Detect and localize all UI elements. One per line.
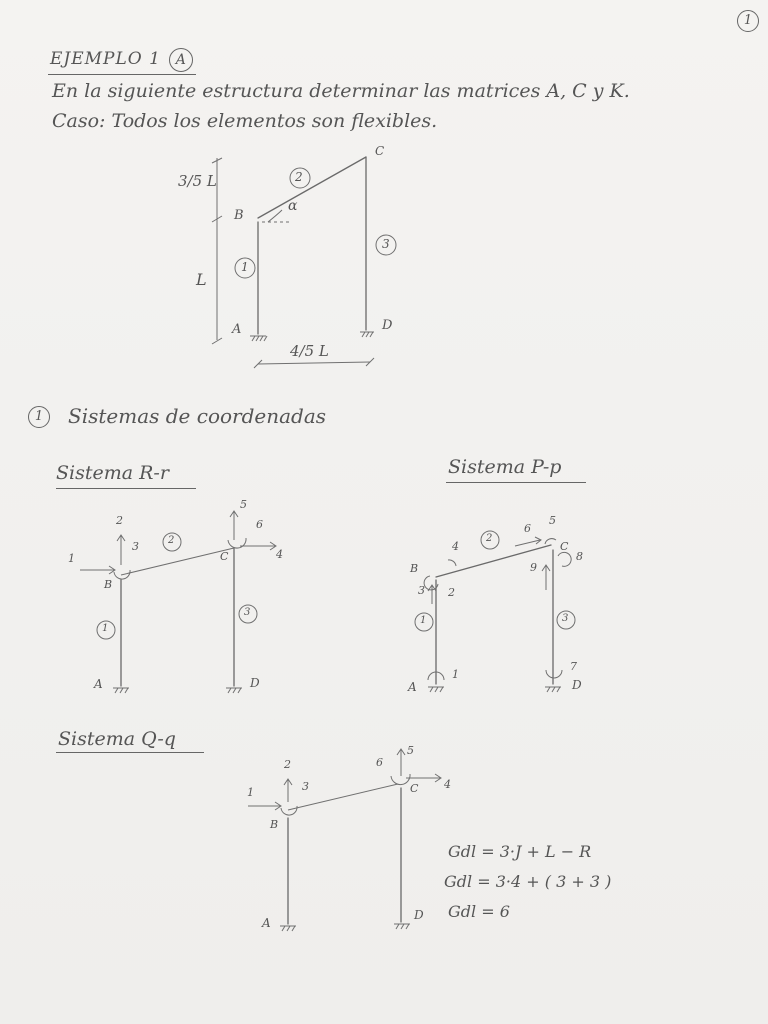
Pp-node-A: A [408,680,417,694]
Rr-coord-4: 4 [276,548,283,561]
Rr-coord-5: 5 [240,498,247,511]
Qq-coord-3: 3 [302,780,309,793]
section-1-number: 1 [28,406,50,428]
gdl-line-1: Gdl = 3·J + L − R [448,842,592,861]
node-A-label: A [232,322,242,337]
node-B-label: B [234,208,244,223]
Pp-member-2: 2 [486,533,493,544]
Qq-node-A: A [262,916,271,930]
system-Pp-title: Sistema P-p [448,456,562,478]
Pp-member-3: 3 [562,613,569,624]
Rr-node-A: A [94,677,103,691]
title-circle-letter: A [169,48,193,72]
dim-left-label: L [196,270,207,289]
Pp-node-B: B [410,562,419,575]
node-C-label: C [375,144,385,158]
member-2-number: 2 [295,170,303,184]
Rr-member-3: 3 [244,607,251,618]
dim-top-label: 3/5 L [178,172,217,190]
Pp-node-C: C [560,540,569,553]
Rr-node-B: B [104,578,113,591]
Pp-node-D: D [572,678,582,692]
Qq-coord-4: 4 [444,778,451,791]
Rr-node-C: C [220,550,229,563]
intro-line-2: Caso: Todos los elementos son flexibles. [52,110,438,132]
Pp-coord-6: 6 [524,522,531,535]
angle-label: α [288,198,298,214]
Rr-member-1: 1 [102,623,109,634]
Qq-node-D: D [414,908,424,922]
Rr-node-D: D [250,676,260,690]
member-1-number: 1 [241,260,249,274]
Qq-coord-1: 1 [247,786,254,799]
section-1-title: Sistemas de coordenadas [68,404,327,428]
Rr-member-2: 2 [168,535,175,546]
node-D-label: D [382,318,393,333]
Pp-coord-2: 2 [448,586,455,599]
intro-line-1: En la siguiente estructura determinar las matrices A, C y K. [52,80,630,102]
Qq-coord-6: 6 [376,756,383,769]
Qq-coord-2: 2 [284,758,291,771]
Rr-coord-2: 2 [116,514,123,527]
Pp-coord-8: 8 [576,550,583,563]
member-3-number: 3 [382,237,390,251]
Rr-coord-3: 3 [132,540,139,553]
Qq-node-C: C [410,782,419,795]
dim-bottom-label: 4/5 L [290,342,329,360]
Pp-member-1: 1 [420,615,427,626]
gdl-line-3: Gdl = 6 [448,902,510,921]
Pp-coord-1: 1 [452,668,459,681]
Qq-node-B: B [270,818,279,831]
Rr-coord-6: 6 [256,518,263,531]
Pp-coord-3: 3 [418,584,425,597]
page-number: 1 [737,10,759,32]
Pp-coord-5: 5 [549,514,556,527]
Rr-coord-1: 1 [68,552,75,565]
Pp-coord-9: 9 [530,561,537,574]
gdl-line-2: Gdl = 3·4 + ( 3 + 3 ) [444,872,612,891]
Qq-coord-5: 5 [407,744,414,757]
system-Qq-title: Sistema Q-q [58,728,176,750]
Pp-coord-7: 7 [570,660,577,673]
example-title: EJEMPLO 1 A [50,48,193,72]
system-Rr-title: Sistema R-r [56,462,169,484]
Pp-coord-4: 4 [452,540,459,553]
